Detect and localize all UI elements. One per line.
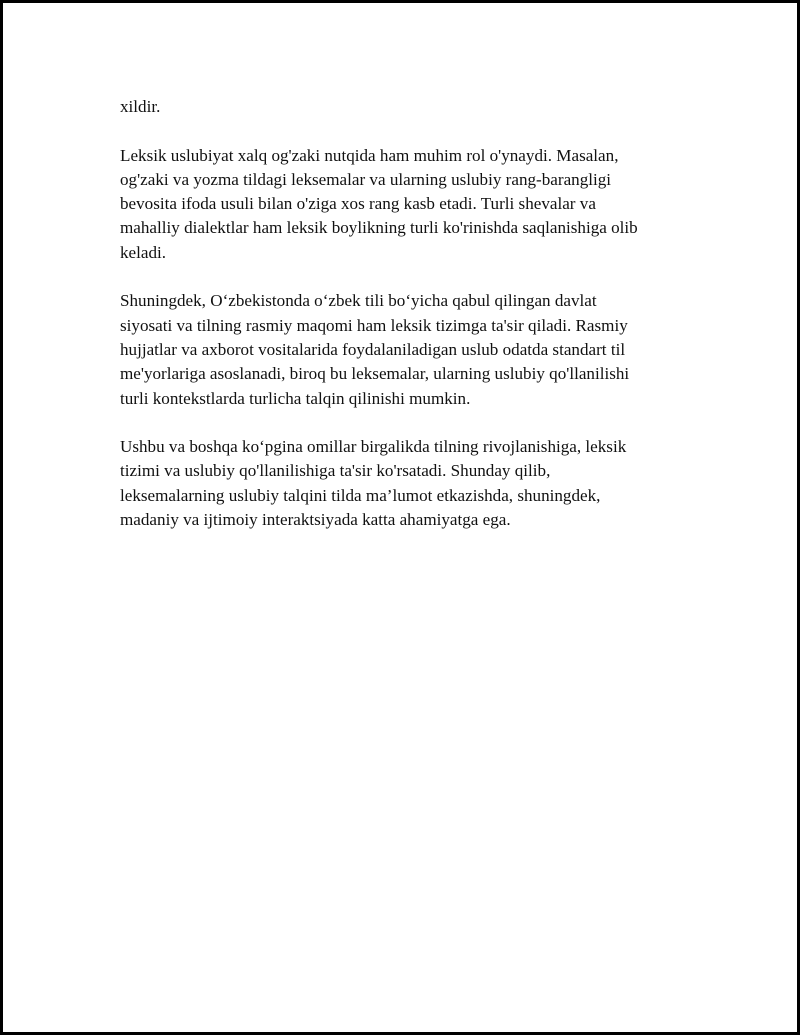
text-line: og'zaki va yozma tildagi leksemalar va ularning uslubiy rang-barangligi xyxy=(120,169,612,189)
text-line: Leksik uslubiyat xalq og'zaki nutqida ham muhim rol o'ynaydi. Masalan, xyxy=(120,145,619,165)
text-line: leksemalarning uslubiy talqini tilda ma’lumot etkazishda, shuningdek, xyxy=(120,485,601,505)
text-line: siyosati va tilning rasmiy maqomi ham leksik tizimga ta'sir qiladi. Rasmiy xyxy=(120,315,628,335)
text-line: bevosita ifoda usuli bilan o'ziga xos rang kasb etadi. Turli shevalar va xyxy=(120,194,596,214)
paragraph-4 xyxy=(120,435,690,532)
text-line: turli kontekstlarda turlicha talqin qilinishi mumkin. xyxy=(120,388,471,408)
text-line: hujjatlar va axborot vositalarida foydalaniladigan uslub odatda standart til xyxy=(120,339,626,359)
text-line: keladi. xyxy=(120,242,167,262)
text-line: Ushbu va boshqa ko‘pgina omillar birgalikda tilning rivojlanishiga, leksik xyxy=(120,437,627,457)
text-line: xildir. xyxy=(120,97,161,116)
paragraph-1 xyxy=(120,95,690,119)
text-line: mahalliy dialektlar ham leksik boylikning turli ko'rinishda saqlanishiga olib xyxy=(120,218,638,238)
page-body xyxy=(120,95,690,557)
text-line: madaniy va ijtimoiy interaktsiyada katta ahamiyatga ega. xyxy=(120,510,511,530)
text-line: tizimi va uslubiy qo'llanilishiga ta'sir ko'rsatadi. Shunday qilib, xyxy=(120,461,551,481)
paragraph-3 xyxy=(120,289,690,410)
text-line: me'yorlariga asoslanadi, biroq bu leksemalar, ularning uslubiy qo'llanilishi xyxy=(120,364,630,384)
paragraph-2 xyxy=(120,144,690,265)
text-line: Shuningdek, O‘zbekistonda o‘zbek tili bo‘yicha qabul qilingan davlat xyxy=(120,291,597,311)
